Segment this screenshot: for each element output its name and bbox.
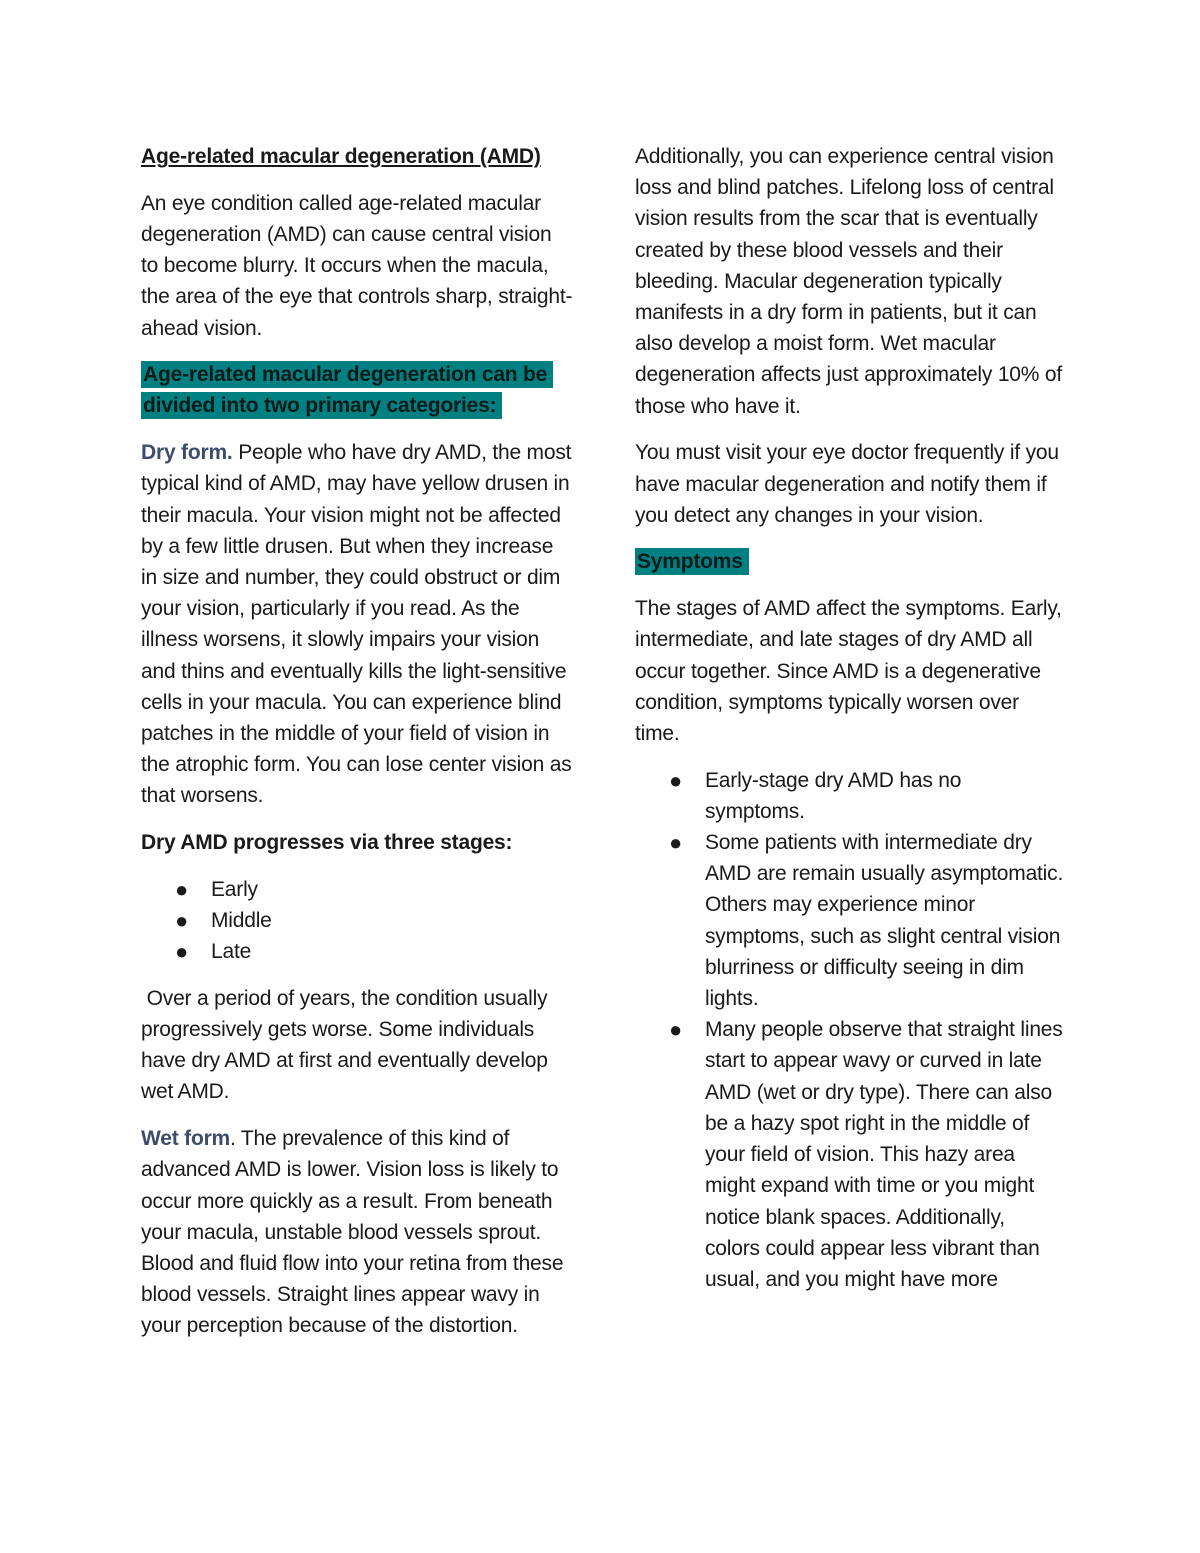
visit-paragraph: You must visit your eye doctor frequently if you have macular degeneration and notify them if you detect any changes in your vision. (635, 441, 1059, 527)
symptoms-heading-text: Symptoms (635, 548, 749, 575)
right-column (635, 141, 1065, 1311)
list-item (635, 827, 1065, 1014)
symptoms-heading (635, 546, 1065, 577)
dry-form-term: Dry form. (141, 441, 233, 465)
dry-form-paragraph (141, 437, 573, 811)
list-item (635, 765, 1065, 827)
intro-paragraph: An eye condition called age-related macular degeneration (AMD) can cause central vision to become blurry. It occurs when the macula, the area of the eye that controls sharp, straight-ahead vision. (141, 191, 573, 340)
wet-form-text: . The prevalence of this kind of advanced AMD is lower. Vision loss is likely to occur more quickly as a result. From beneath your macula, unstable blood vessels sprout. Blood and fluid flow into your retina from these blood vessels. Straight lines appear wavy in your perception because of the distortion. (141, 1127, 564, 1338)
symptoms-list (635, 765, 1065, 1295)
bullet-icon: ● (175, 939, 189, 965)
left-column (141, 141, 573, 1357)
progression-paragraph: Over a period of years, the condition usually progressively gets worse. Some individuals have dry AMD at first and eventually develop wet AMD. (141, 986, 554, 1104)
title-text: Age-related macular degeneration (AMD) (141, 145, 541, 168)
stages-heading-text: Dry AMD progresses via three stages: (141, 831, 513, 855)
page-title (141, 141, 573, 172)
list-item (141, 936, 573, 967)
categories-heading (141, 359, 573, 421)
bullet-icon: ● (175, 907, 189, 933)
bullet-icon: ● (669, 830, 683, 856)
list-item-text: Early-stage dry AMD has no symptoms. (705, 768, 962, 823)
stages-list (141, 874, 573, 968)
continuation-paragraph: Additionally, you can experience central vision loss and blind patches. Lifelong loss of central vision results from the scar that is eventually created by these blood vessels and their bleeding. Macular degeneration typically manifests in a dry form in patients, but it can also develop a moist form. Wet macular degeneration affects just approximately 10% of those who have it. (635, 145, 1063, 418)
wet-form-paragraph (141, 1123, 573, 1341)
highlighted-heading: Age-related macular degeneration can be divided into two primary categories: (141, 361, 553, 419)
list-item (141, 874, 573, 905)
symptoms-intro: The stages of AMD affect the symptoms. Early, intermediate, and late stages of dry AMD all occur together. Since AMD is a degenerative condition, symptoms typically worsen over time. (635, 597, 1062, 745)
list-item-text: Many people observe that straight lines start to appear wavy or curved in late AMD (wet or dry type). There can also be a hazy spot right in the middle of your field of vision. This hazy area might expand with time or you might notice blank spaces. Additionally, colors could appear less vibrant than usual, and you might have more (705, 1018, 1063, 1291)
list-item-text: Early (211, 877, 258, 901)
wet-form-term: Wet form (141, 1127, 231, 1151)
bullet-icon: ● (175, 876, 189, 902)
stages-heading (141, 827, 573, 858)
list-item (141, 905, 573, 936)
list-item-text: Middle (211, 908, 272, 932)
list-item-text: Some patients with intermediate dry AMD are remain usually asymptomatic. Others may experience minor symptoms, such as slight central vision blurriness or difficulty seeing in dim lights. (705, 831, 1064, 1011)
bullet-icon: ● (669, 767, 683, 793)
list-item (635, 1014, 1065, 1295)
dry-form-text: People who have dry AMD, the most typical kind of AMD, may have yellow drusen in their macula. Your vision might not be affected by a few little drusen. But when they increase in size and number, they could obstruct or dim your vision, particularly if you read. As the illness worsens, it slowly impairs your vision and thins and eventually kills the light-sensitive cells in your macula. You can experience blind patches in the middle of your field of vision in the atrophic form. You can lose center vision as that worsens. (141, 441, 572, 808)
list-item-text: Late (211, 940, 252, 964)
bullet-icon: ● (669, 1017, 683, 1043)
